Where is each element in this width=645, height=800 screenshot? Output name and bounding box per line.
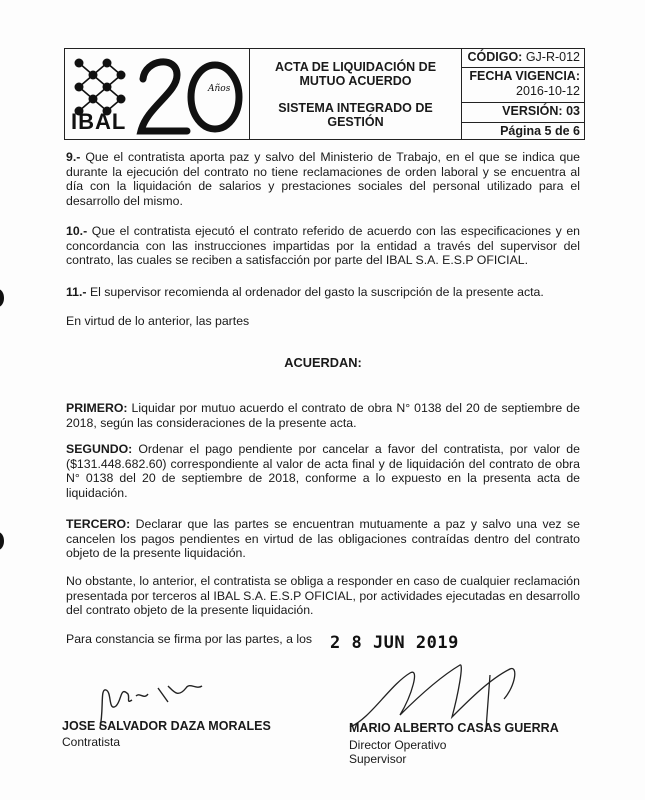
intro-line: En virtud de lo anterior, las partes [66,314,250,328]
clause-text: El supervisor recomienda al ordenador del gasto la suscripción de la presente acta. [89,285,544,299]
clause-number: 10.- [66,224,88,238]
clause-text: Que el contratista ejecutó el contrato referido de acuerdo con las especificaciones y en concordancia con las instrucciones impartidas por la entidad a través del supervisor del contrato, las cuales se reciben a satisfacción por parte del IBAL S.A. E.S.P OFICIAL. [66,224,580,268]
date-stamp: 2 8 JUN 2019 [330,633,459,653]
binder-hole-mark [0,532,4,550]
contractor-role: Contratista [62,735,121,749]
clause-number: 11.- [66,285,87,299]
clause-text: Ordenar el pago pendiente por cancelar a favor del contratista, por valor de ($131.448.682.60) correspondiente al valor de acta final y de liquidación del contrato de obra N° 0138 del 20 de septiembre de 2018, conforme a lo expuesto en la presenta acta de liquidación. [66,442,580,500]
version-cell [462,103,584,123]
document-header [64,48,585,140]
clause-label: PRIMERO: [66,401,128,415]
clause-text: Liquidar por mutuo acuerdo el contrato de obra N° 0138 del 20 de septiembre de 2018, según las consideraciones de la presente acta. [66,401,580,430]
clause-10 [66,224,580,268]
validity-label: FECHA VIGENCIA: [469,69,580,84]
constancia-line: Para constancia se firma por las partes, a los [66,632,313,646]
agreement-primero [66,401,580,430]
document-metadata [462,49,584,139]
supervisor-name: MARIO ALBERTO CASAS GUERRA [349,721,559,735]
supervisor-role-director: Director Operativo [349,738,447,752]
clause-text: Que el contratista aporta paz y salvo del Ministerio de Trabajo, en el que se indica que durante la ejecución del contrato no tiene reclamaciones de orden laboral y se encuentra al día con la liquidación de salarios y prestaciones sociales del personal utilizado para el desarrollo del mismo. [66,150,580,208]
clause-11 [66,285,580,300]
validity-value: 2016-10-12 [516,84,580,99]
binder-hole-mark [0,289,4,307]
no-obstante-paragraph: No obstante, lo anterior, el contratista se obliga a responder en caso de cualquier reclamación presentada por terceros al IBAL S.A. E.S.P OFICIAL, por actividades ejecutadas en desarrollo del contrato objeto de la presente liquidación. [66,574,580,618]
clause-9 [66,150,580,208]
clause-text: Declarar que las partes se encuentran mutuamente a paz y salvo una vez se cancelen los pagos pendientes en virtud de las obligaciones contraídas dentro del contrato objeto de la presente liquidación. [66,517,580,561]
document-title: ACTA DE LIQUIDACIÓN DE MUTUO ACUERDO [274,59,437,88]
code-cell [462,49,584,68]
clause-label: TERCERO: [66,517,131,531]
validity-cell [462,68,584,103]
version-label: VERSIÓN: [502,103,563,118]
system-name: SISTEMA INTEGRADO DE GESTIÓN [278,100,433,129]
ibal-logo [65,49,250,139]
contractor-name: JOSE SALVADOR DAZA MORALES [62,719,271,733]
clause-label: SEGUNDO: [66,442,133,456]
agreement-tercero [66,517,580,561]
code-value: GJ-R-012 [525,50,580,64]
page-number: Página 5 de 6 [500,124,580,138]
agreement-heading: ACUERDAN: [284,355,362,370]
svg-text:Años: Años [208,84,231,94]
version-value: 03 [566,103,580,118]
header-title-block [250,49,462,139]
page-number-cell [462,123,584,139]
code-label: CÓDIGO: [467,50,523,64]
clause-number: 9.- [66,150,81,164]
supervisor-role: Supervisor [349,752,407,766]
logo-wordmark: IBAL [71,109,127,134]
agreement-segundo [66,442,580,500]
